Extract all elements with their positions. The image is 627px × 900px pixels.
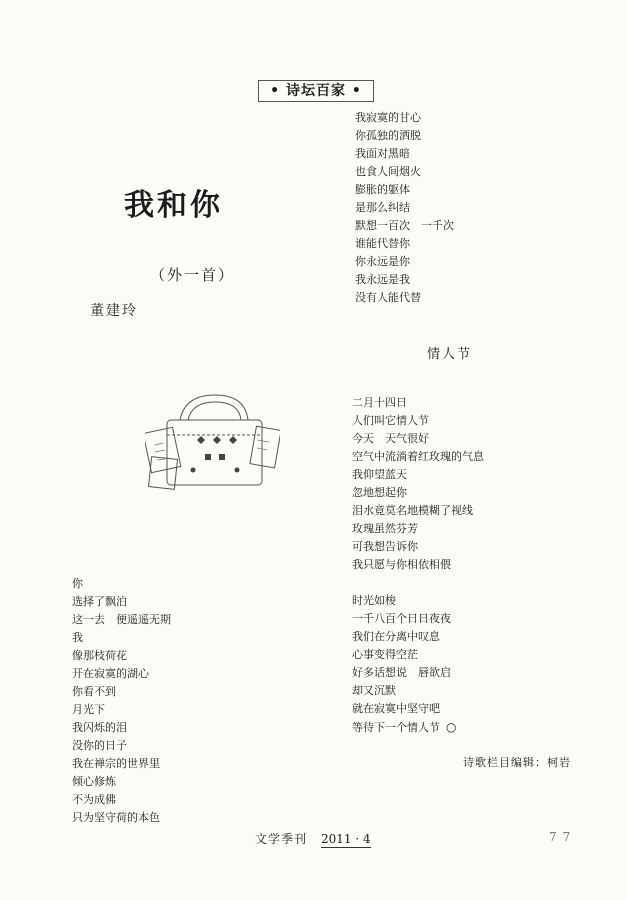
poem-line: 时光如梭 (352, 594, 396, 607)
poem-line: 我面对黑暗 (355, 147, 410, 160)
poem-line: 你看不到 (72, 685, 116, 698)
poem-line: 却又沉默 (352, 684, 396, 697)
poem-line: 只为坚守荷的本色 (72, 811, 160, 824)
poem-title: 我和你 (124, 188, 223, 223)
page-number: 77 (549, 830, 577, 844)
poem-line: 像那枝荷花 (72, 649, 127, 662)
poem-line: 我只愿与你相依相偎 (352, 558, 451, 571)
poem2-title: 情人节 (427, 347, 473, 362)
poem-line: 人们叫它情人节 (352, 414, 429, 427)
poem-line (352, 718, 484, 736)
poem-line: 玫瑰虽然芬芳 (352, 522, 418, 535)
poem-line: 你 (72, 577, 83, 590)
poem-line: 这一去 便遥遥无期 (72, 613, 171, 626)
column-editor-credit: 诗歌栏目编辑：柯岩 (463, 756, 571, 769)
section-header: • 诗坛百家 • (258, 80, 374, 102)
poem-line: 我闪烁的泪 (72, 721, 127, 734)
page-footer (255, 830, 371, 847)
issue-number: 2011 · 4 (321, 832, 371, 846)
poem2-body (352, 394, 484, 736)
poem-line: 我在禅宗的世界里 (72, 757, 160, 770)
poem-line: 膨胀的躯体 (355, 183, 410, 196)
poem1-continued-lines (355, 109, 454, 307)
poem-line: 月光下 (72, 703, 105, 716)
poem-line: 倾心修炼 (72, 775, 116, 788)
poem-line: 空气中流淌着红玫瑰的气息 (352, 450, 484, 463)
poem-line: 也食人间烟火 (355, 165, 421, 178)
poem-line: 开在寂寞的湖心 (72, 667, 149, 680)
end-circle-icon: ○ (446, 720, 457, 734)
poem-line: 是那么纠结 (355, 201, 410, 214)
poem-line: 我们在分离中叹息 (352, 630, 440, 643)
poem-line: 我寂寞的甘心 (355, 111, 421, 124)
poem-line: 忽地想起你 (352, 486, 407, 499)
poem-line: 谁能代替你 (355, 237, 410, 250)
poem-line: 你孤独的洒脱 (355, 129, 421, 142)
poem-line: 二月十四日 (352, 396, 407, 409)
poem-line: 默想一百次 一千次 (355, 219, 454, 232)
journal-name: 文学季刊 (255, 832, 308, 846)
poem-line: 我 (72, 631, 83, 644)
poem-line: 我永远是我 (355, 273, 410, 286)
poem-subtitle: （外一首） (150, 266, 236, 284)
poem-line: 就在寂寞中坚守吧 (352, 702, 440, 715)
poem-line: 我仰望蓝天 (352, 468, 407, 481)
poem-line: 泪水竟莫名地模糊了视线 (352, 504, 473, 517)
poem-line: 没有人能代替 (355, 291, 421, 304)
author-name: 董建玲 (90, 303, 138, 319)
poem-line: 今天 天气很好 (352, 432, 429, 445)
poem-line: 选择了飘泊 (72, 595, 127, 608)
poem-line-text: 等待下一个情人节 (352, 721, 440, 734)
poem-line: 你永远是你 (355, 255, 410, 268)
poem-line: 心事变得空茫 (352, 648, 418, 661)
stanza-break (352, 574, 484, 592)
poem-line: 不为成佛 (72, 793, 116, 806)
poem-line: 没你的日子 (72, 739, 127, 752)
poem-line: 好多话想说 唇欲启 (352, 666, 451, 679)
poem1-body (72, 575, 171, 827)
handbag-illustration (145, 390, 280, 499)
poem-line: 可我想告诉你 (352, 540, 418, 553)
poem-line: 一千八百个日日夜夜 (352, 612, 451, 625)
